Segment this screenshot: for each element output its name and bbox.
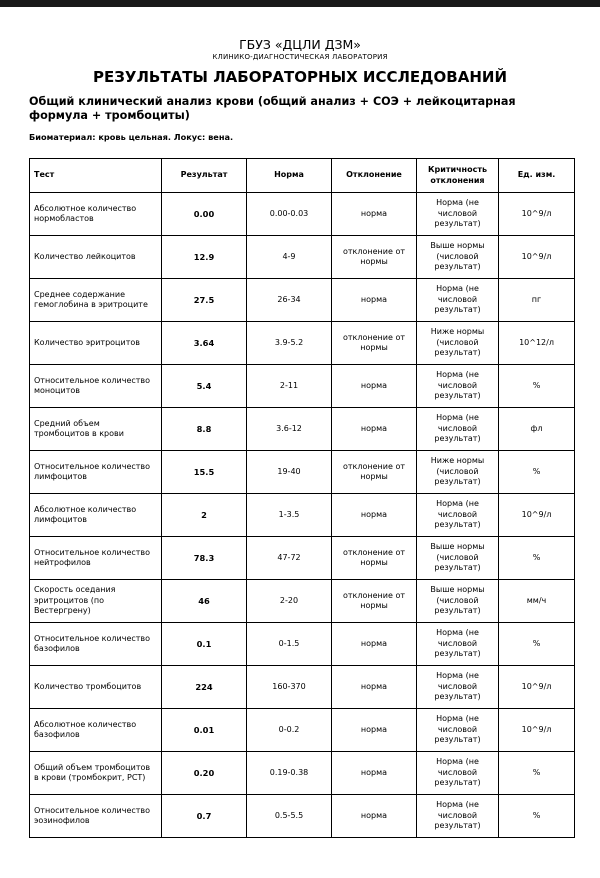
deviation-status: отклонение от нормы [332, 236, 417, 279]
test-name: Абсолютное количество нормобластов [30, 193, 162, 236]
result-value: 5.4 [162, 365, 247, 408]
table-row [30, 451, 575, 494]
criticality-status: Ниже нормы (числовой результат) [417, 451, 499, 494]
table-row [30, 580, 575, 623]
analysis-subtitle: Общий клинический анализ крови (общий анализ + СОЭ + лейкоцитарная формула + тромбоциты) [29, 95, 516, 122]
norm-range: 0.19-0.38 [247, 752, 332, 795]
unit: 10^12/л [499, 322, 575, 365]
deviation-status: норма [332, 752, 417, 795]
test-name: Количество тромбоцитов [30, 666, 162, 709]
test-name: Относительное количество моноцитов [30, 365, 162, 408]
criticality-status: Норма (не числовой результат) [417, 279, 499, 322]
organization-name: ГБУЗ «ДЦЛИ ДЗМ» [239, 37, 361, 52]
norm-range: 1-3.5 [247, 494, 332, 537]
deviation-status: отклонение от нормы [332, 322, 417, 365]
criticality-status: Выше нормы (числовой результат) [417, 537, 499, 580]
deviation-status: норма [332, 795, 417, 838]
column-header-criticality: Критичность отклонения [417, 159, 499, 193]
test-name: Абсолютное количество лимфоцитов [30, 494, 162, 537]
criticality-status: Норма (не числовой результат) [417, 365, 499, 408]
results-table [29, 158, 575, 838]
table-row [30, 365, 575, 408]
result-value: 78.3 [162, 537, 247, 580]
norm-range: 2-20 [247, 580, 332, 623]
result-value: 0.1 [162, 623, 247, 666]
norm-range: 0-1.5 [247, 623, 332, 666]
test-name: Относительное количество нейтрофилов [30, 537, 162, 580]
norm-range: 47-72 [247, 537, 332, 580]
result-value: 15.5 [162, 451, 247, 494]
result-value: 27.5 [162, 279, 247, 322]
table-header-row [30, 159, 575, 193]
unit: 10^9/л [499, 666, 575, 709]
norm-range: 4-9 [247, 236, 332, 279]
unit: % [499, 365, 575, 408]
norm-range: 0-0.2 [247, 709, 332, 752]
unit: % [499, 795, 575, 838]
top-border-bar [0, 0, 600, 7]
column-header-norm: Норма [247, 159, 332, 193]
table-row [30, 408, 575, 451]
criticality-status: Норма (не числовой результат) [417, 193, 499, 236]
column-header-result: Результат [162, 159, 247, 193]
table-row [30, 193, 575, 236]
table-row [30, 279, 575, 322]
criticality-status: Норма (не числовой результат) [417, 795, 499, 838]
result-value: 46 [162, 580, 247, 623]
unit: пг [499, 279, 575, 322]
biomaterial-line: Биоматериал: кровь цельная. Локус: вена. [29, 132, 234, 142]
norm-range: 2-11 [247, 365, 332, 408]
unit: 10^9/л [499, 709, 575, 752]
test-name: Среднее содержание гемоглобина в эритроците [30, 279, 162, 322]
criticality-status: Норма (не числовой результат) [417, 752, 499, 795]
table-row [30, 322, 575, 365]
deviation-status: норма [332, 709, 417, 752]
unit: 10^9/л [499, 193, 575, 236]
deviation-status: норма [332, 623, 417, 666]
table-row [30, 709, 575, 752]
deviation-status: норма [332, 365, 417, 408]
result-value: 3.64 [162, 322, 247, 365]
result-value: 0.7 [162, 795, 247, 838]
norm-range: 0.5-5.5 [247, 795, 332, 838]
laboratory-name: КЛИНИКО-ДИАГНОСТИЧЕСКАЯ ЛАБОРАТОРИЯ [212, 53, 388, 61]
test-name: Абсолютное количество базофилов [30, 709, 162, 752]
test-name: Относительное количество эозинофилов [30, 795, 162, 838]
page-title: РЕЗУЛЬТАТЫ ЛАБОРАТОРНЫХ ИССЛЕДОВАНИЙ [93, 68, 507, 86]
norm-range: 3.9-5.2 [247, 322, 332, 365]
result-value: 0.20 [162, 752, 247, 795]
test-name: Количество эритроцитов [30, 322, 162, 365]
unit: фл [499, 408, 575, 451]
norm-range: 160-370 [247, 666, 332, 709]
deviation-status: отклонение от нормы [332, 580, 417, 623]
criticality-status: Норма (не числовой результат) [417, 666, 499, 709]
table-row [30, 537, 575, 580]
column-header-unit: Ед. изм. [499, 159, 575, 193]
deviation-status: норма [332, 494, 417, 537]
criticality-status: Норма (не числовой результат) [417, 408, 499, 451]
norm-range: 3.6-12 [247, 408, 332, 451]
criticality-status: Выше нормы (числовой результат) [417, 580, 499, 623]
criticality-status: Ниже нормы (числовой результат) [417, 322, 499, 365]
test-name: Количество лейкоцитов [30, 236, 162, 279]
norm-range: 19-40 [247, 451, 332, 494]
result-value: 224 [162, 666, 247, 709]
norm-range: 0.00-0.03 [247, 193, 332, 236]
criticality-status: Норма (не числовой результат) [417, 709, 499, 752]
unit: % [499, 537, 575, 580]
criticality-status: Норма (не числовой результат) [417, 623, 499, 666]
table-row [30, 666, 575, 709]
criticality-status: Норма (не числовой результат) [417, 494, 499, 537]
unit: % [499, 623, 575, 666]
norm-range: 26-34 [247, 279, 332, 322]
table-row [30, 795, 575, 838]
deviation-status: норма [332, 279, 417, 322]
test-name: Относительное количество базофилов [30, 623, 162, 666]
table-row [30, 494, 575, 537]
test-name: Общий объем тромбоцитов в крови (тромбокрит, PCT) [30, 752, 162, 795]
result-value: 0.00 [162, 193, 247, 236]
test-name: Средний объем тромбоцитов в крови [30, 408, 162, 451]
result-value: 8.8 [162, 408, 247, 451]
criticality-status: Выше нормы (числовой результат) [417, 236, 499, 279]
unit: 10^9/л [499, 236, 575, 279]
result-value: 12.9 [162, 236, 247, 279]
test-name: Относительное количество лимфоцитов [30, 451, 162, 494]
unit: % [499, 451, 575, 494]
unit: % [499, 752, 575, 795]
deviation-status: отклонение от нормы [332, 537, 417, 580]
table-row [30, 752, 575, 795]
table-row [30, 236, 575, 279]
unit: 10^9/л [499, 494, 575, 537]
test-name: Скорость оседания эритроцитов (по Вестергрену) [30, 580, 162, 623]
deviation-status: норма [332, 408, 417, 451]
result-value: 2 [162, 494, 247, 537]
unit: мм/ч [499, 580, 575, 623]
result-value: 0.01 [162, 709, 247, 752]
column-header-test: Тест [30, 159, 162, 193]
deviation-status: норма [332, 666, 417, 709]
deviation-status: отклонение от нормы [332, 451, 417, 494]
table-row [30, 623, 575, 666]
deviation-status: норма [332, 193, 417, 236]
column-header-deviation: Отклонение [332, 159, 417, 193]
